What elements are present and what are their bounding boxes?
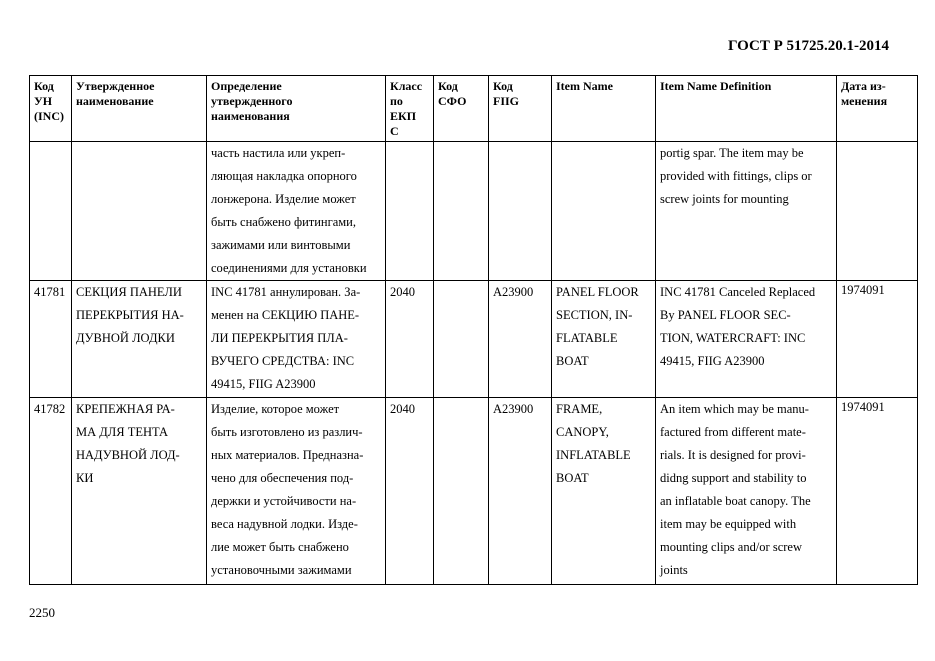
inc-value: 41782 [34, 402, 66, 416]
definition-en-line: screw joints for mounting [660, 192, 789, 206]
header-row [30, 76, 918, 142]
col-header-class [386, 76, 434, 142]
col-header-name-ru [72, 76, 207, 142]
cell-class [386, 398, 434, 585]
col-header-inc [30, 76, 72, 142]
name-ru-line: КИ [76, 471, 94, 485]
item-name-line: CANOPY, [556, 425, 609, 439]
name-ru-line: МА ДЛЯ ТЕНТА [76, 425, 169, 439]
cell-name-ru [72, 142, 207, 281]
header-line: Определение [211, 79, 282, 93]
item-name-line: FRAME, [556, 402, 603, 416]
class-value: 2040 [390, 285, 415, 299]
cell-definition-en [656, 398, 837, 585]
cell-fiig [489, 142, 552, 281]
cell-definition-ru [207, 398, 386, 585]
header-line: Item Name Definition [660, 79, 772, 93]
definition-ru-line: менен на СЕКЦИЮ ПАНЕ- [211, 308, 360, 322]
cell-name-ru [72, 281, 207, 398]
header-line: СФО [438, 94, 467, 108]
col-header-fiig [489, 76, 552, 142]
col-header-date [837, 76, 918, 142]
catalog-table [29, 75, 918, 585]
page-number: 2250 [29, 605, 55, 620]
cell-item-name [552, 281, 656, 398]
cell-definition-en [656, 281, 837, 398]
fiig-value: A23900 [493, 402, 534, 416]
definition-ru-line: лие может быть снабжено [211, 540, 349, 554]
cell-fiig [489, 398, 552, 585]
definition-ru-line: часть настила или укреп- [211, 146, 346, 160]
header-line: менения [841, 94, 888, 108]
col-header-definition-en [656, 76, 837, 142]
definition-ru-line: держки и устойчивости на- [211, 494, 357, 508]
cell-sfo [434, 281, 489, 398]
cell-inc [30, 142, 72, 281]
header-line: Утвержденное [76, 79, 155, 93]
date-value: 1974091 [841, 283, 885, 297]
cell-sfo [434, 142, 489, 281]
header-line: по [390, 94, 403, 108]
header-line: FIIG [493, 94, 520, 108]
cell-sfo [434, 398, 489, 585]
header-line: Класс [390, 79, 423, 93]
cell-definition-ru [207, 142, 386, 281]
cell-date [837, 281, 918, 398]
cell-fiig [489, 281, 552, 398]
definition-en-line: mounting clips and/or screw [660, 540, 802, 554]
definition-ru-line: быть снабжено фитингами, [211, 215, 356, 229]
cell-class [386, 281, 434, 398]
definition-ru-line: быть изготовлено из различ- [211, 425, 363, 439]
item-name-line: BOAT [556, 354, 589, 368]
definition-en-line: TION, WATERCRAFT: INC [660, 331, 806, 345]
name-ru-line: КРЕПЕЖНАЯ РА- [76, 402, 175, 416]
definition-ru-line: ляющая накладка опорного [211, 169, 357, 183]
definition-en-line: portig spar. The item may be [660, 146, 804, 160]
definition-ru-line: ВУЧЕГО СРЕДСТВА: INC [211, 354, 355, 368]
definition-ru-line: веса надувной лодки. Изде- [211, 517, 358, 531]
col-header-sfo [434, 76, 489, 142]
definition-ru-line: лонжерона. Изделие может [211, 192, 356, 206]
name-ru-line: ПЕРЕКРЫТИЯ НА- [76, 308, 184, 322]
header-line: С [390, 124, 399, 138]
definition-en-line: item may be equipped with [660, 517, 797, 531]
name-ru-line: ДУВНОЙ ЛОДКИ [76, 331, 175, 345]
header-line: Дата из- [841, 79, 886, 93]
item-name-line: PANEL FLOOR [556, 285, 639, 299]
header-line: утвержденного [211, 94, 293, 108]
definition-en-line: An item which may be manu- [660, 402, 809, 416]
definition-en-line: provided with fittings, clips or [660, 169, 812, 183]
inc-value: 41781 [34, 285, 66, 299]
definition-en-line: joints [660, 563, 688, 577]
cell-inc [30, 281, 72, 398]
cell-definition-en [656, 142, 837, 281]
cell-date [837, 398, 918, 585]
item-name-line: INFLATABLE [556, 448, 631, 462]
item-name-line: FLATABLE [556, 331, 618, 345]
header-line: наименования [211, 109, 290, 123]
definition-en-line: factured from different mate- [660, 425, 806, 439]
header-line: (INC) [34, 109, 64, 123]
name-ru-line: СЕКЦИЯ ПАНЕЛИ [76, 285, 182, 299]
definition-ru-line: зажимами или винтовыми [211, 238, 351, 252]
class-value: 2040 [390, 402, 415, 416]
cell-inc [30, 398, 72, 585]
cell-name-ru [72, 398, 207, 585]
header-line: Item Name [556, 79, 613, 93]
cell-item-name [552, 142, 656, 281]
name-ru-line: НАДУВНОЙ ЛОД- [76, 448, 180, 462]
definition-en-line: an inflatable boat canopy. The [660, 494, 811, 508]
table-row [30, 281, 918, 398]
definition-en-line: didng support and stability to [660, 471, 807, 485]
header-line: Код [438, 79, 458, 93]
definition-ru-line: чено для обеспечения под- [211, 471, 354, 485]
definition-ru-line: 49415, FIIG A23900 [211, 377, 316, 391]
definition-en-line: 49415, FIIG A23900 [660, 354, 765, 368]
definition-ru-line: Изделие, которое может [211, 402, 340, 416]
header-line: Код [34, 79, 54, 93]
header-line: Код [493, 79, 513, 93]
continuation-row [30, 142, 918, 281]
date-value: 1974091 [841, 400, 885, 414]
cell-class [386, 142, 434, 281]
header-line: наименование [76, 94, 154, 108]
header-line: УН [34, 94, 53, 108]
definition-ru-line: установочными зажимами [211, 563, 352, 577]
cell-definition-ru [207, 281, 386, 398]
cell-item-name [552, 398, 656, 585]
header-line: ЕКП [390, 109, 417, 123]
document-header: ГОСТ Р 51725.20.1-2014 [727, 38, 889, 54]
definition-ru-line: INC 41781 аннулирован. За- [211, 285, 361, 299]
definition-ru-line: соединениями для установки [211, 261, 367, 275]
col-header-definition-ru [207, 76, 386, 142]
definition-ru-line: ЛИ ПЕРЕКРЫТИЯ ПЛА- [211, 331, 348, 345]
item-name-line: BOAT [556, 471, 589, 485]
fiig-value: A23900 [493, 285, 534, 299]
definition-en-line: By PANEL FLOOR SEC- [660, 308, 791, 322]
definition-ru-line: ных материалов. Предназна- [211, 448, 364, 462]
definition-en-line: rials. It is designed for provi- [660, 448, 806, 462]
item-name-line: SECTION, IN- [556, 308, 633, 322]
definition-en-line: INC 41781 Canceled Replaced [660, 285, 816, 299]
col-header-item-name [552, 76, 656, 142]
table-row [30, 398, 918, 585]
cell-date [837, 142, 918, 281]
